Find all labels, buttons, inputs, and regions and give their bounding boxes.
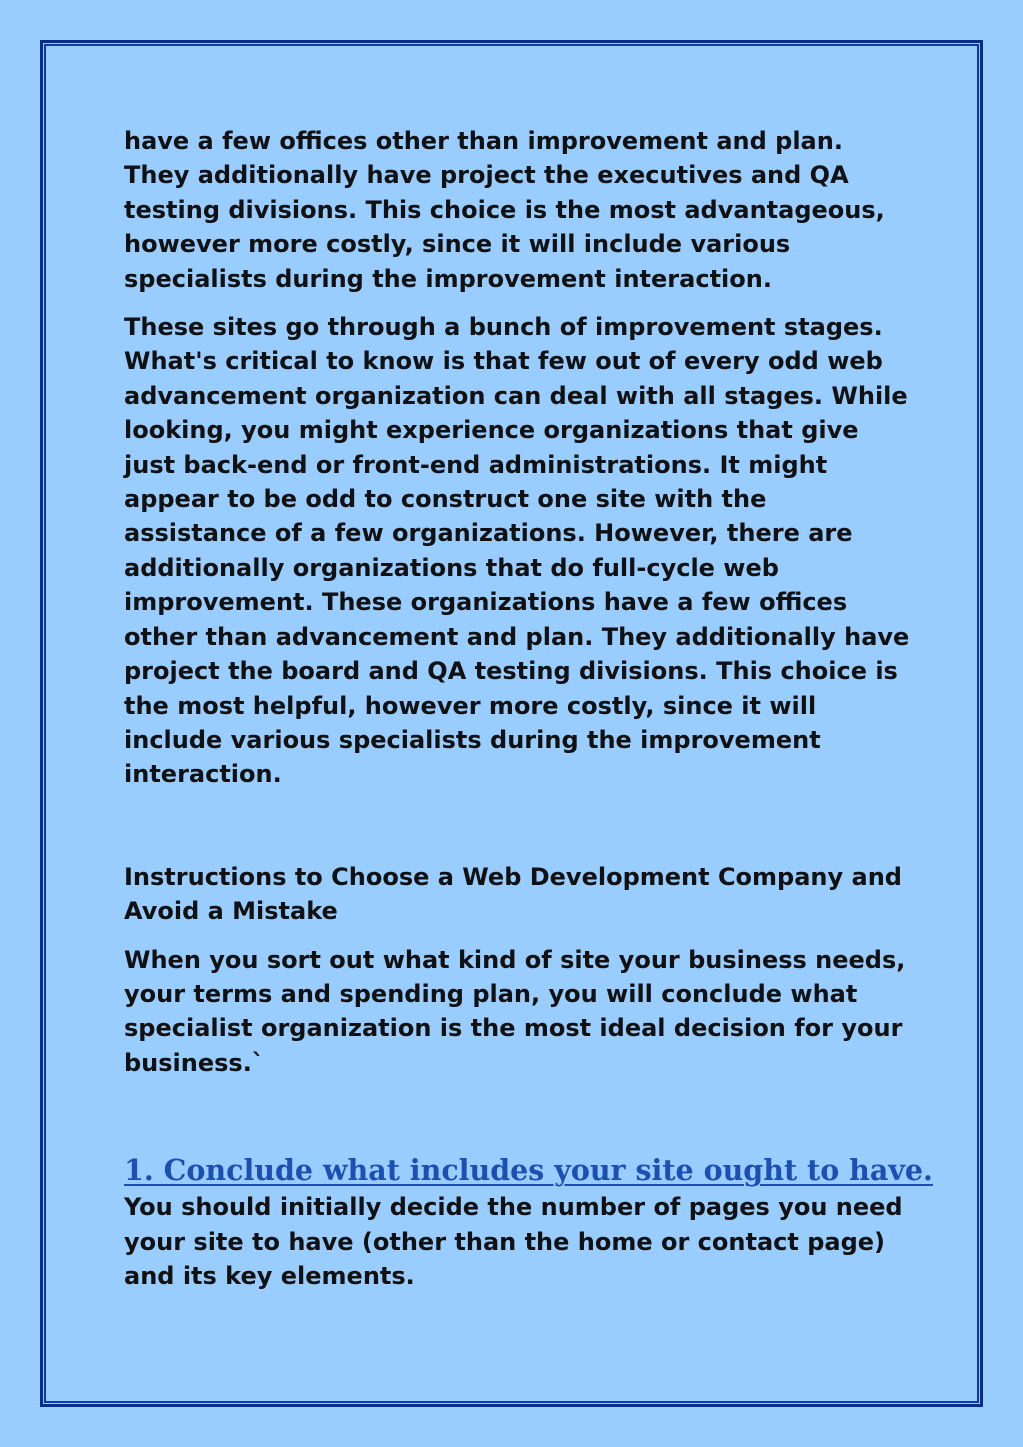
paragraph-pages-elements: You should initially decide the number of pages you need your site to have (other than the home or contact page) and its key elements. — [124, 1193, 903, 1290]
paragraph-offices-intro: have a few offices other than improvement and plan. They additionally have project the executives and QA testing divisions. This choice is the most advantageous, however more costly, since it will include various specialists during the improvement interaction. — [124, 127, 885, 293]
section-heading: Instructions to Choose a Web Development Company and Avoid a Mistake — [124, 862, 902, 926]
paragraph-choose-company: When you sort out what kind of site your business needs, your terms and spending plan, you will conclude what specialist organization is the most ideal decision for your business.` — [124, 945, 906, 1077]
paragraph-improvement-stages: These sites go through a bunch of improvement stages. What's critical to know is that few out of every odd web advancement organization can deal with all stages. While looking, you might experience organizations that give just back-end or front-end administrations. It might appear to be odd to construct one site with the assistance of a few organizations. However, there are additionally organizations that do full-cycle web improvement. These organizations have a few offices other than advancement and plan. They additionally have project the board and QA testing divisions. This choice is the most helpful, however more costly, since it will include various specialists during the improvement interaction. — [124, 313, 910, 789]
document-body — [124, 124, 933, 1293]
numbered-heading-1: 1. Conclude what includes your site ought to have. — [124, 1153, 933, 1188]
